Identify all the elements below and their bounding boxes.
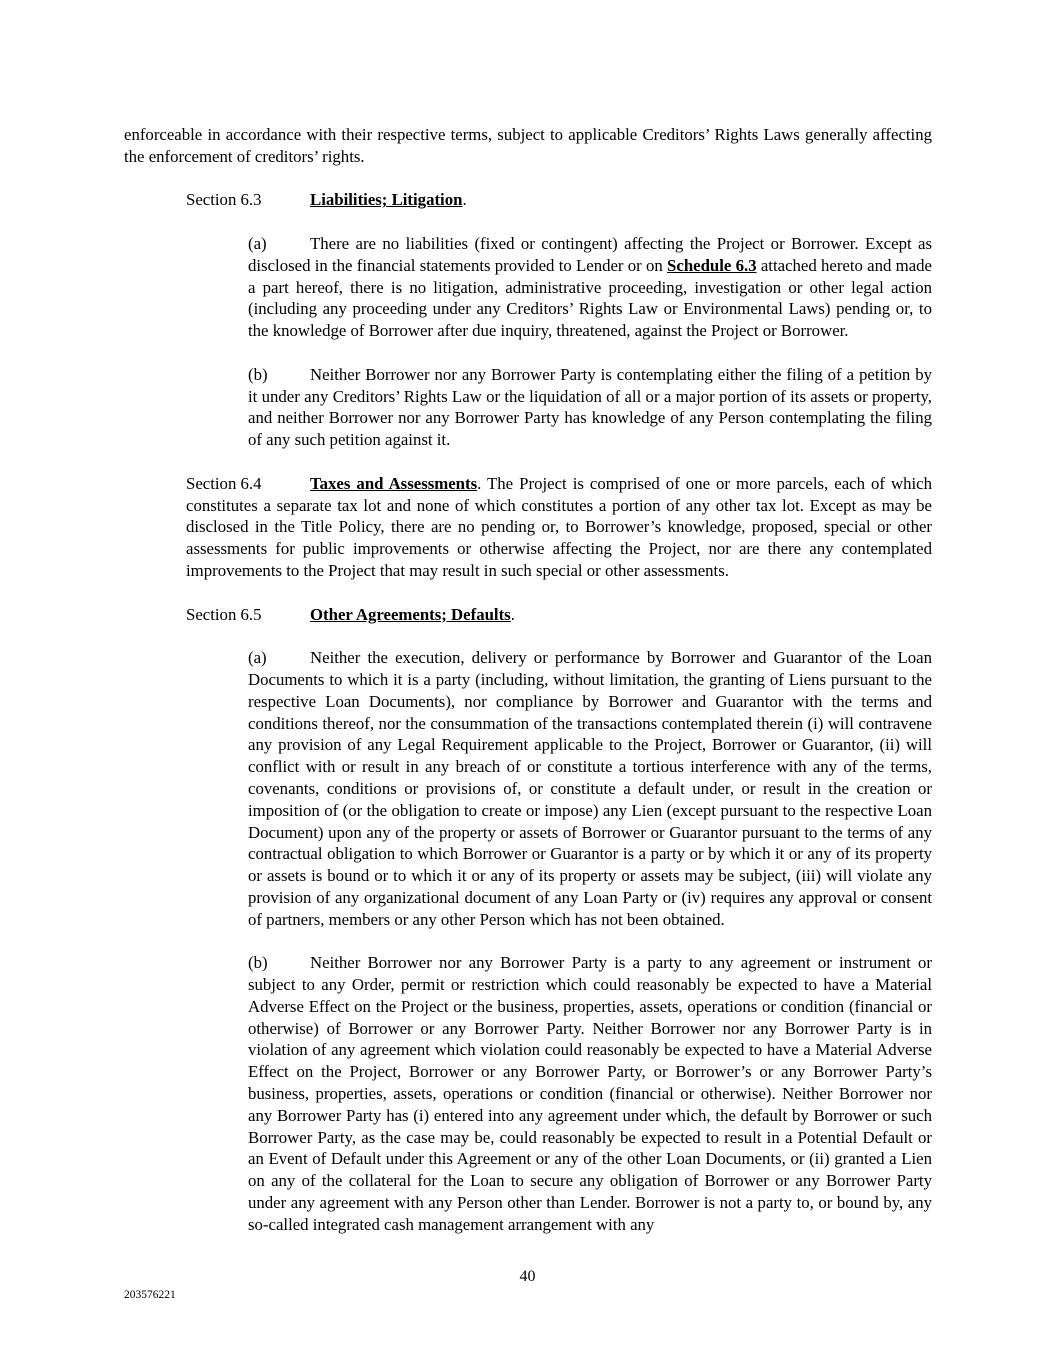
section-number: Section 6.3 — [186, 190, 262, 210]
continuation-paragraph: enforceable in accordance with their respective terms, subject to applicable Creditors’ Rights Laws generally affecting the enforcement of creditors’ rights. — [124, 125, 932, 166]
page-number: 40 — [519, 1268, 536, 1285]
clause-label: (a) — [248, 648, 267, 668]
schedule-reference: Schedule 6.3 — [667, 255, 757, 275]
section-6-5-heading: Section 6.5 Other Agreements; Defaults. — [186, 604, 515, 624]
section-6-3-b: (b) Neither Borrower nor any Borrower Party is contemplating either the filing of a petition by it under any Creditors’ Rights Law or the liquidation of all or a major portion of its assets or property, and neither Borrower nor any Borrower Party has knowledge of any Person contemplating the filing of any such petition against it. — [248, 364, 932, 450]
section-title: Taxes and Assessments — [310, 473, 478, 493]
section-6-3-a: (a) There are no liabilities (fixed or contingent) affecting the Project or Borrower. Except as disclosed in the financial statements provided to Lender or on Schedule 6.3 attached hereto and made a part hereof, there is no litigation, administrative proceeding, investigation or other legal action (including any proceeding under any Creditors’ Rights Law or Environmental Laws) pending or, to the knowledge of Borrower after due inquiry, threatened, against the Project or Borrower. — [248, 233, 933, 341]
clause-label: (a) — [248, 233, 267, 253]
section-number: Section 6.4 — [186, 473, 262, 493]
section-6-4: Section 6.4 Taxes and Assessments. The Project is comprised of one or more parcels, each of which constitutes a separate tax lot and none of which constitutes a portion of any other tax lot. Except as may be disclosed in the Title Policy, there are no pending or, to Borrower’s knowledge, proposed, special or other assessments for public improvements or otherwise affecting the Project, nor are there any contemplated improvements to the Project that may result in such special or other assessments. — [186, 473, 932, 580]
section-title: Liabilities; Litigation — [310, 190, 463, 210]
clause-label: (b) — [248, 953, 268, 973]
section-6-5-a: (a) Neither the execution, delivery or performance by Borrower and Guarantor of the Loan Documents to which it is a party (including, without limitation, the granting of Liens pursuant to the respective Loan Documents), nor compliance by Borrower and Guarantor with the terms and conditions thereof, nor the consummation of the transactions contemplated therein (i) will contravene any provision of any Legal Requirement applicable to the Project, Borrower or Guarantor, (ii) will conflict with or result in any breach of or constitute a tortious interference with any of the terms, covenants, conditions or provisions of, or constitute a default under, or result in the creation or imposition of (or the obligation to create or impose) any Lien (except pursuant to the respective Loan Document) upon any of the property or assets of Borrower or Guarantor pursuant to the terms of any contractual obligation to which Borrower or Guarantor is a party or by which it or any of its property or assets is bound or to which it or any of its property or assets may be subject, (iii) will violate any provision of any organizational document of any Loan Party or (iv) requires any approval or consent of partners, members or any other Person which has not been obtained. — [248, 648, 932, 929]
section-6-5-b: (b) Neither Borrower nor any Borrower Party is a party to any agreement or instrument or subject to any Order, permit or restriction which could reasonably be expected to have a Material Adverse Effect on the Project or the business, properties, assets, operations or condition (financial or otherwise) of Borrower or any Borrower Party. Neither Borrower nor any Borrower Party is in violation of any agreement which violation could reasonably be expected to have a Material Adverse Effect on the Project, Borrower or any Borrower Party, or Borrower’s or any Borrower Party’s business, properties, assets, operations or condition (financial or otherwise). Neither Borrower nor any Borrower Party has (i) entered into any agreement under which, the default by Borrower or such Borrower Party, as the case may be, could reasonably be expected to result in a Potential Default or an Event of Default under this Agreement or any of the other Loan Documents, or (ii) granted a Lien on any of the collateral for the Loan to secure any obligation of Borrower or any Borrower Party under any agreement with any Person other than Lender. Borrower is not a party to, or bound by, any so-called integrated cash management arrangement with any — [248, 953, 932, 1234]
section-title: Other Agreements; Defaults — [310, 604, 511, 624]
section-number: Section 6.5 — [186, 604, 262, 624]
clause-label: (b) — [248, 364, 268, 384]
document-id: 203576221 — [124, 1289, 176, 1301]
page-body — [124, 124, 932, 1236]
section-6-3-heading: Section 6.3 Liabilities; Litigation. — [186, 190, 467, 210]
